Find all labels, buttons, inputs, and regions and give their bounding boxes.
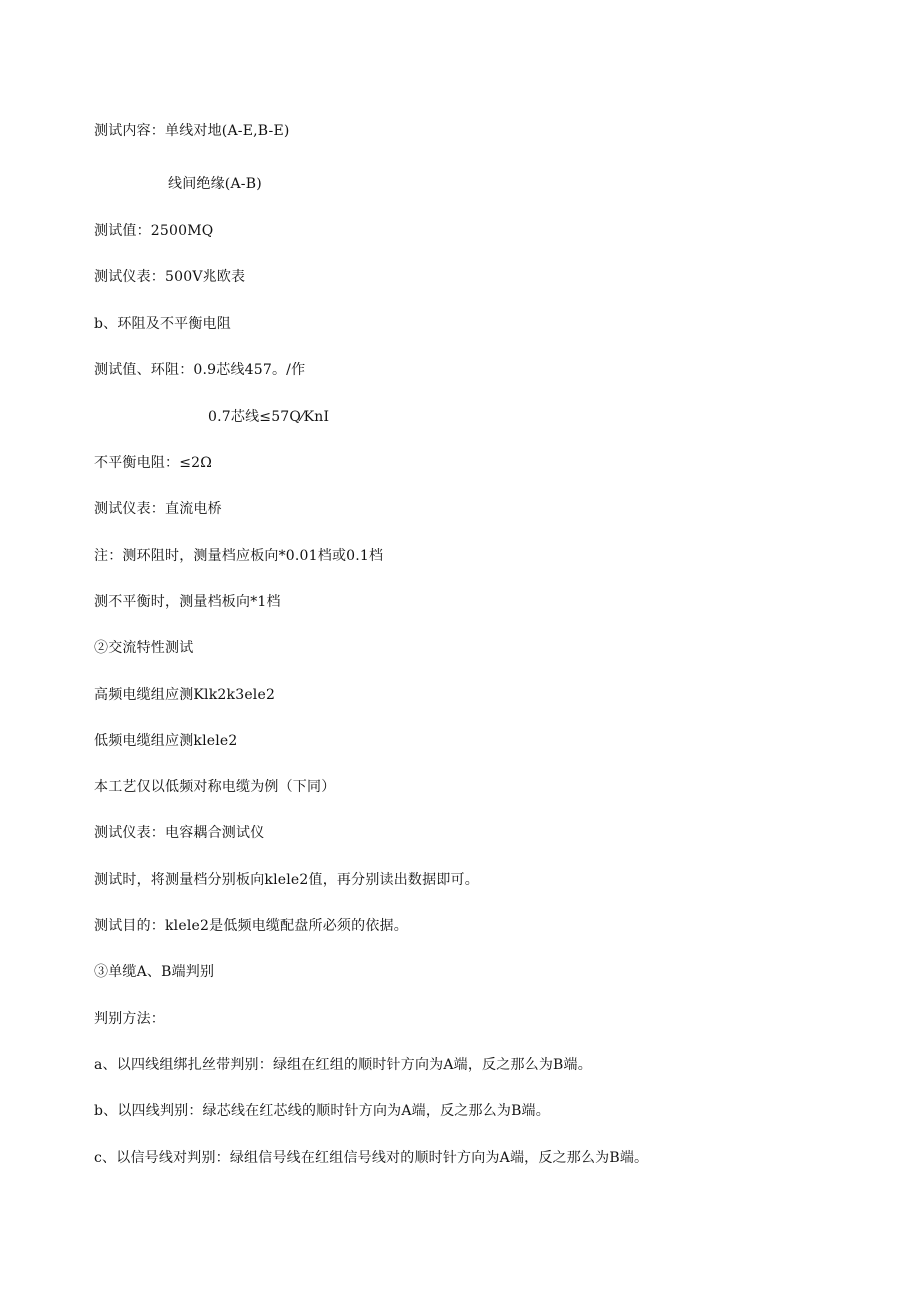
test-content-line: 测试内容：单线对地(A-E,B-E) xyxy=(94,123,290,139)
test-value-line: 测试值：2500MQ xyxy=(94,223,214,239)
method-heading: 判别方法： xyxy=(94,1011,165,1027)
test-procedure-line: 测试时，将测量档分别板向klele2值，再分别读出数据即可。 xyxy=(94,872,479,888)
ab-end-heading: ③单缆A、B端判别 xyxy=(94,964,215,980)
test-purpose-line: 测试目的：klele2是低频电缆配盘所必须的依据。 xyxy=(94,918,408,934)
loop-resistance-line-2: 0.7芯线≤57Q⁄KnI xyxy=(208,409,330,425)
dc-bridge-line: 测试仪表：直流电桥 xyxy=(94,501,222,517)
loop-resistance-line: 测试值、环阻：0.9芯线457。/作 xyxy=(94,362,306,378)
method-b-line: b、以四线判别：绿芯线在红芯线的顺时针方向为A端，反之那么为B端。 xyxy=(94,1103,550,1119)
test-instrument-line: 测试仪表：500V兆欧表 xyxy=(94,269,246,285)
ac-test-heading: ②交流特性测试 xyxy=(94,640,194,656)
unbalance-note-line: 测不平衡时，测量档板向*1档 xyxy=(94,594,281,610)
section-b-heading: b、环阻及不平衡电阻 xyxy=(94,316,231,332)
line-insulation-line: 线间绝缘(A-B) xyxy=(168,176,262,192)
method-c-line: c、以信号线对判别：绿组信号线在红组信号线对的顺时针方向为A端，反之那么为B端。 xyxy=(94,1150,649,1166)
example-line: 本工艺仅以低频对称电缆为例（下同） xyxy=(94,779,336,795)
low-freq-line: 低频电缆组应测klele2 xyxy=(94,733,238,749)
capacitance-instrument-line: 测试仪表：电容耦合测试仪 xyxy=(94,825,265,841)
unbalance-resistance-line: 不平衡电阻：≤2Ω xyxy=(94,455,213,471)
high-freq-line: 高频电缆组应测Klk2k3ele2 xyxy=(94,687,276,703)
note-line: 注：测环阻时，测量档应板向*0.01档或0.1档 xyxy=(94,548,384,564)
method-a-line: a、以四线组绑扎丝带判别：绿组在红组的顺时针方向为A端，反之那么为B端。 xyxy=(94,1057,592,1073)
